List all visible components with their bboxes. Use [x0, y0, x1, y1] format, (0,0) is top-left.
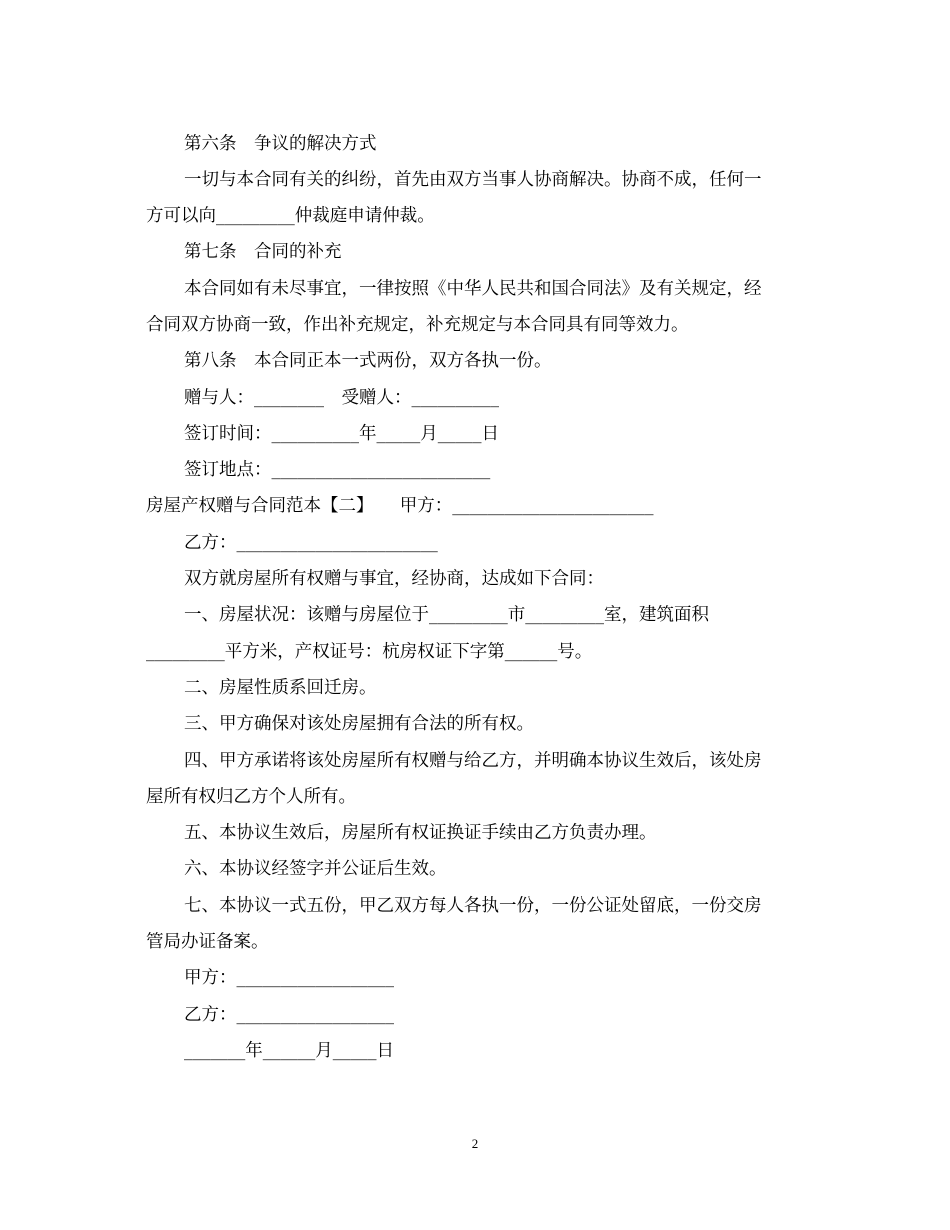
clause-4-line: 屋所有权归乙方个人所有。 [146, 787, 356, 807]
clause-1-line: 一、房屋状况：该赠与房屋位于_________市_________室，建筑面积 [184, 605, 709, 625]
signing-date: 签订时间：__________年_____月_____日 [184, 424, 499, 444]
paragraph-line: 方可以向_________仲裁庭申请仲裁。 [146, 206, 435, 226]
signature-party-a: 甲方：__________________ [184, 968, 394, 988]
paragraph-line: 双方就房屋所有权赠与事宜，经协商，达成如下合同： [184, 569, 604, 589]
clause-5: 五、本协议生效后，房屋所有权证换证手续由乙方负责办理。 [184, 823, 657, 843]
paragraph-line: 合同双方协商一致，作出补充规定，补充规定与本合同具有同等效力。 [146, 315, 689, 335]
paragraph-line: 一切与本合同有关的纠纷，首先由双方当事人协商解决。协商不成，任何一 [184, 170, 762, 190]
article-6-heading: 第六条 争议的解决方式 [184, 134, 377, 154]
clause-2: 二、房屋性质系回迁房。 [184, 678, 377, 698]
signature-donor-recipient: 赠与人：________ 受赠人：__________ [184, 388, 499, 408]
article-7-heading: 第七条 合同的补充 [184, 242, 342, 262]
paragraph-line: 本合同如有未尽事宜，一律按照《中华人民共和国合同法》及有关规定，经 [184, 279, 762, 299]
signature-date: _______年______月_____日 [184, 1041, 394, 1061]
clause-4-line: 四、甲方承诺将该处房屋所有权赠与给乙方，并明确本协议生效后，该处房 [184, 751, 762, 771]
clause-3: 三、甲方确保对该处房屋拥有合法的所有权。 [184, 714, 534, 734]
clause-7-line: 管局办证备案。 [146, 932, 269, 952]
party-b-line: 乙方：_______________________ [184, 533, 438, 553]
signature-party-b: 乙方：__________________ [184, 1005, 394, 1025]
clause-1-line: _________平方米，产权证号：杭房权证下字第______号。 [146, 642, 593, 662]
contract-2-title: 房屋产权赠与合同范本【二】 甲方：_______________________ [146, 496, 654, 516]
signing-place: 签订地点：_________________________ [184, 460, 491, 480]
clause-6: 六、本协议经签字并公证后生效。 [184, 859, 447, 879]
page-number: 2 [471, 1136, 479, 1151]
clause-7-line: 七、本协议一式五份，甲乙双方每人各执一份，一份公证处留底，一份交房 [184, 896, 762, 916]
article-8-heading: 第八条 本合同正本一式两份，双方各执一份。 [184, 351, 552, 371]
